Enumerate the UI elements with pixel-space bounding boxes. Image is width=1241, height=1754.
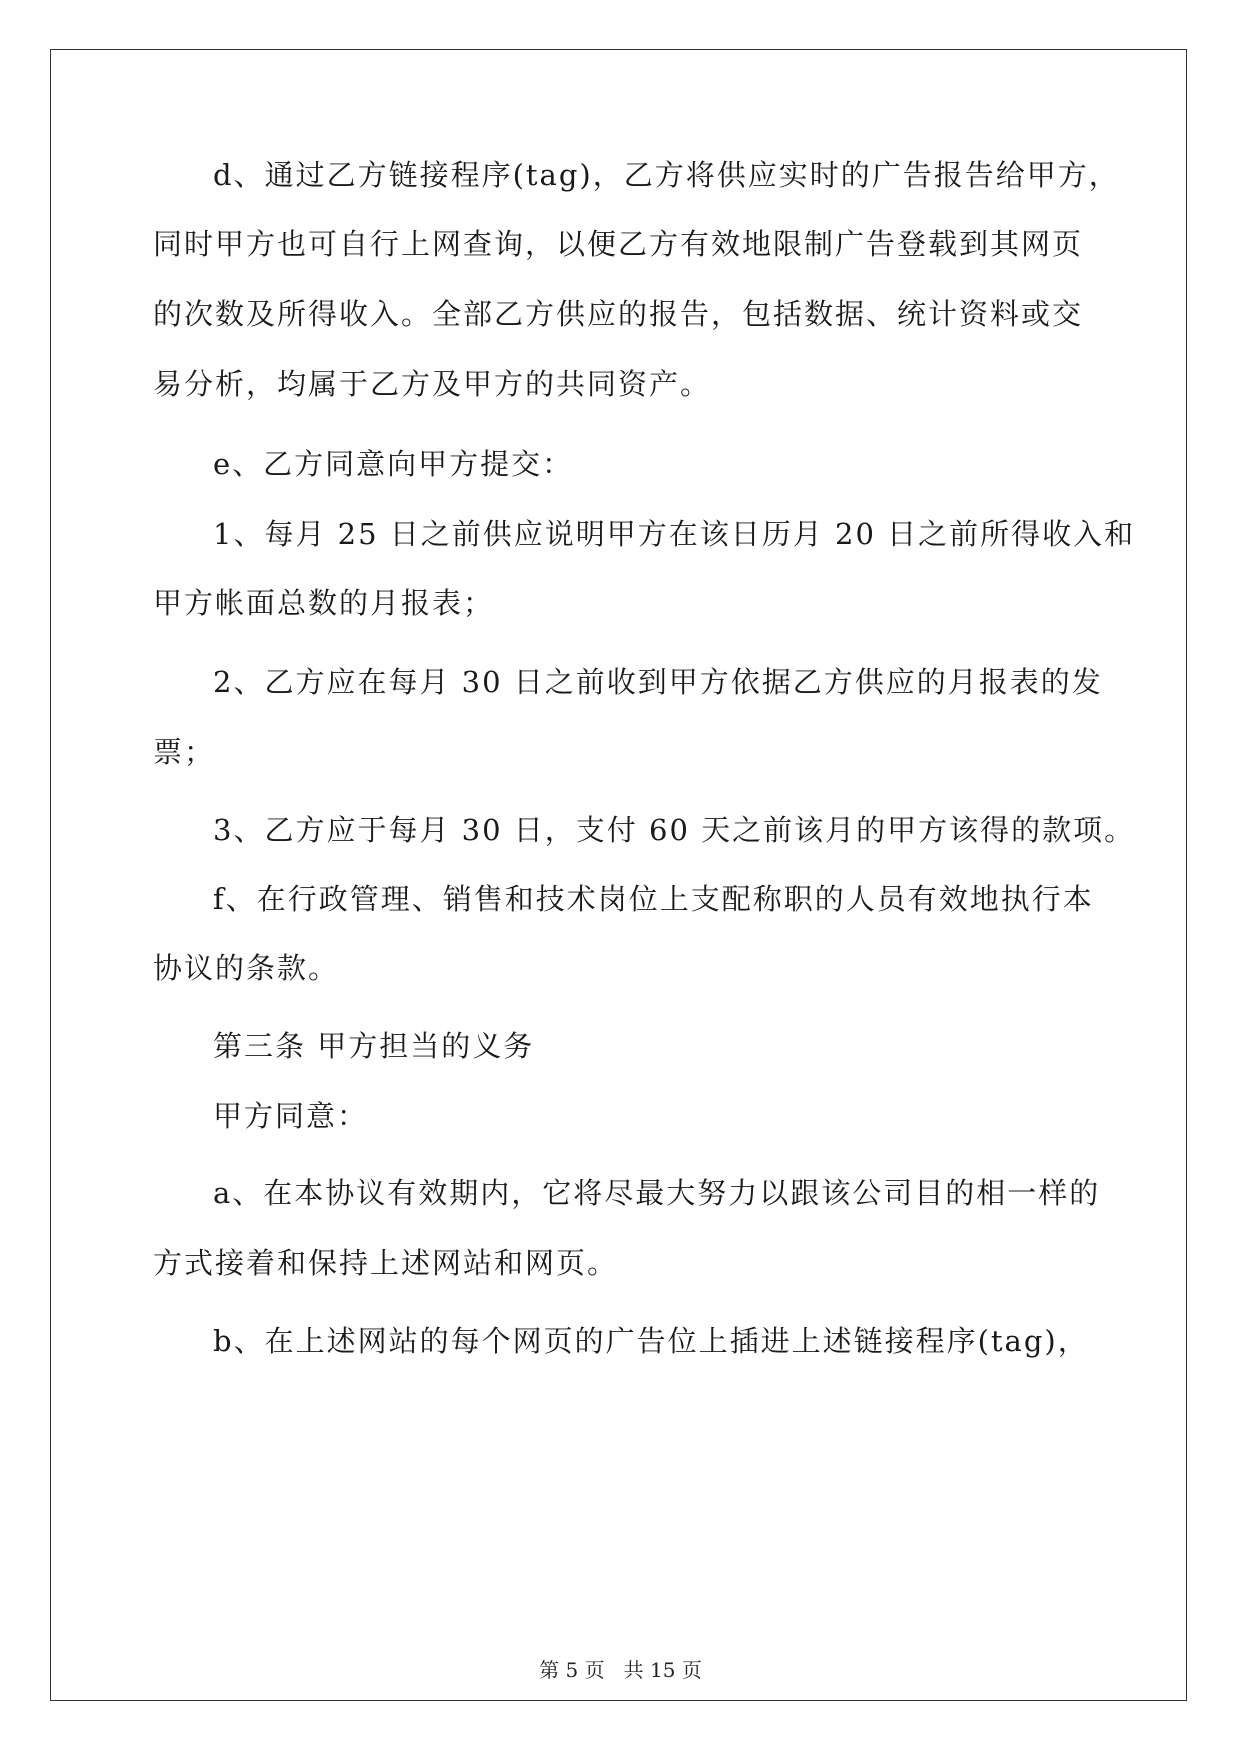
paragraph-d-line-3: 的次数及所得收入。全部乙方供应的报告，包括数据、统计资料或交 [153, 297, 1084, 331]
paragraph-a-line-1: a、在本协议有效期内，它将尽最大努力以跟该公司目的相一样的 [213, 1176, 1101, 1210]
paragraph-f-line-2: 协议的条款。 [153, 951, 340, 985]
paragraph-d-line-1: d、通过乙方链接程序(tag)，乙方将供应实时的广告报告给甲方， [213, 158, 1120, 192]
paragraph-d-line-4: 易分析，均属于乙方及甲方的共同资产。 [153, 367, 712, 401]
item-2-line-1: 2、乙方应在每月 30 日之前收到甲方依据乙方供应的月报表的发 [213, 665, 1103, 699]
paragraph-d-line-2: 同时甲方也可自行上网查询，以便乙方有效地限制广告登载到其网页 [153, 227, 1084, 261]
paragraph-f-line-1: f、在行政管理、销售和技术岗位上支配称职的人员有效地执行本 [213, 882, 1094, 916]
item-1-line-2: 甲方帐面总数的月报表； [153, 586, 495, 620]
paragraph-e: e、乙方同意向甲方提交： [213, 447, 574, 481]
paragraph-party-a-agrees: 甲方同意： [213, 1099, 369, 1133]
page-footer [0, 1658, 1241, 1682]
item-1-line-1: 1、每月 25 日之前供应说明甲方在该日历月 20 日之前所得收入和 [213, 517, 1136, 551]
page-number-label: 第 5 页 共 15 页 [539, 1658, 702, 1682]
paragraph-a-line-2: 方式接着和保持上述网站和网页。 [153, 1246, 619, 1280]
paragraph-b-line-1: b、在上述网站的每个网页的广告位上插进上述链接程序(tag)， [213, 1324, 1089, 1358]
item-2-line-2: 票； [153, 735, 216, 769]
item-3: 3、乙方应于每月 30 日，支付 60 天之前该月的甲方该得的款项。 [213, 813, 1136, 847]
section-heading-article-3: 第三条 甲方担当的义务 [213, 1029, 535, 1063]
